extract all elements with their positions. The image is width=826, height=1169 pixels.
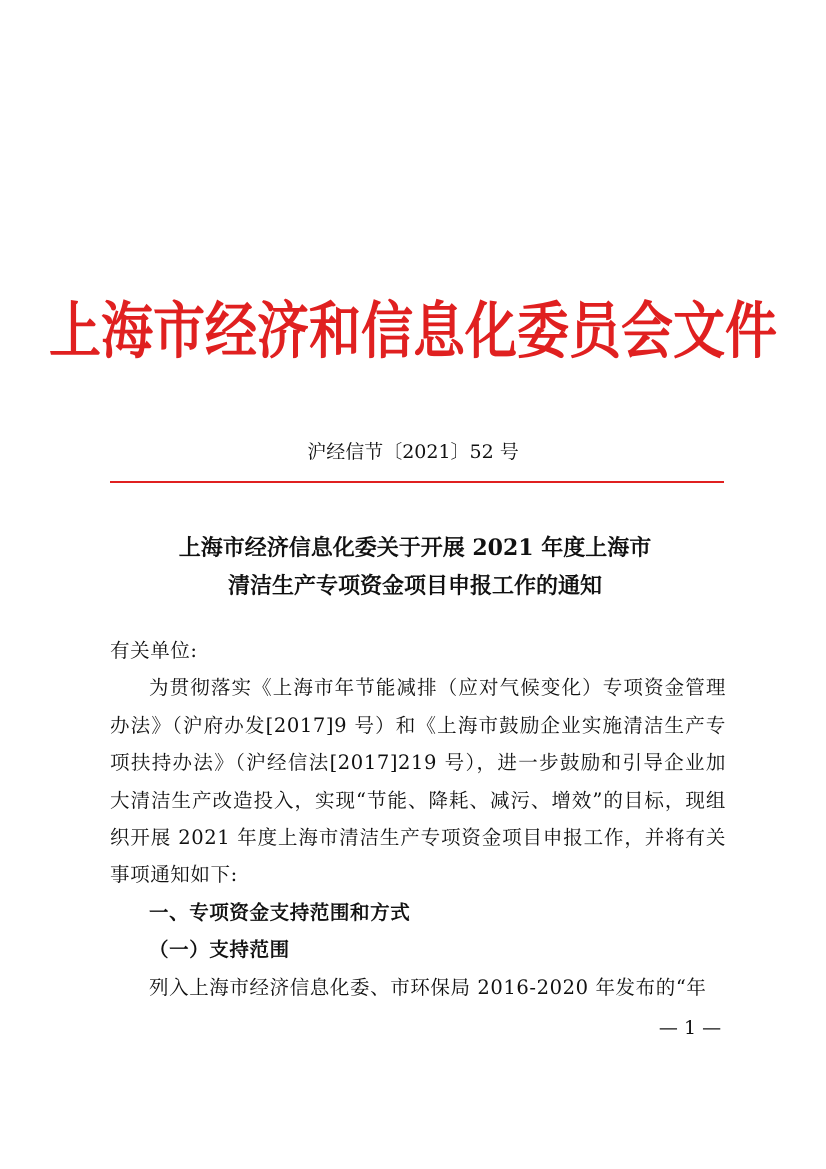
subsection-heading-1: （一）支持范围	[149, 938, 290, 962]
notice-title-line-1: 上海市经济信息化委关于开展 2021 年度上海市	[178, 535, 652, 561]
document-number: 沪经信节〔2021〕52 号	[307, 441, 519, 463]
notice-title-line-2: 清洁生产专项资金项目申报工作的通知	[227, 573, 602, 599]
salutation: 有关单位:	[110, 639, 198, 662]
org-header-title: 上海市经济和信息化委员会文件	[48, 295, 777, 368]
page-number: — 1 —	[658, 1017, 722, 1039]
body-text	[110, 632, 726, 1006]
red-divider-line	[110, 481, 724, 483]
intro-paragraph: 为贯彻落实《上海市年节能减排（应对气候变化）专项资金管理办法》（沪府办发[2017]9 号）和《上海市鼓励企业实施清洁生产专项扶持办法》（沪经信法[2017]219 号），进一步鼓励和引导企业加大清洁生产改造投入，实现“节能、降耗、减污、增效”的目标，现组织开展 2021 年度上海市清洁生产专项资金项目申报工作，并将有关事项通知如下:	[110, 676, 726, 887]
notice-title	[90, 529, 740, 605]
section-heading-1: 一、专项资金支持范围和方式	[149, 900, 411, 924]
scope-paragraph: 列入上海市经济信息化委、市环保局 2016-2020 年发布的“年	[149, 975, 707, 999]
